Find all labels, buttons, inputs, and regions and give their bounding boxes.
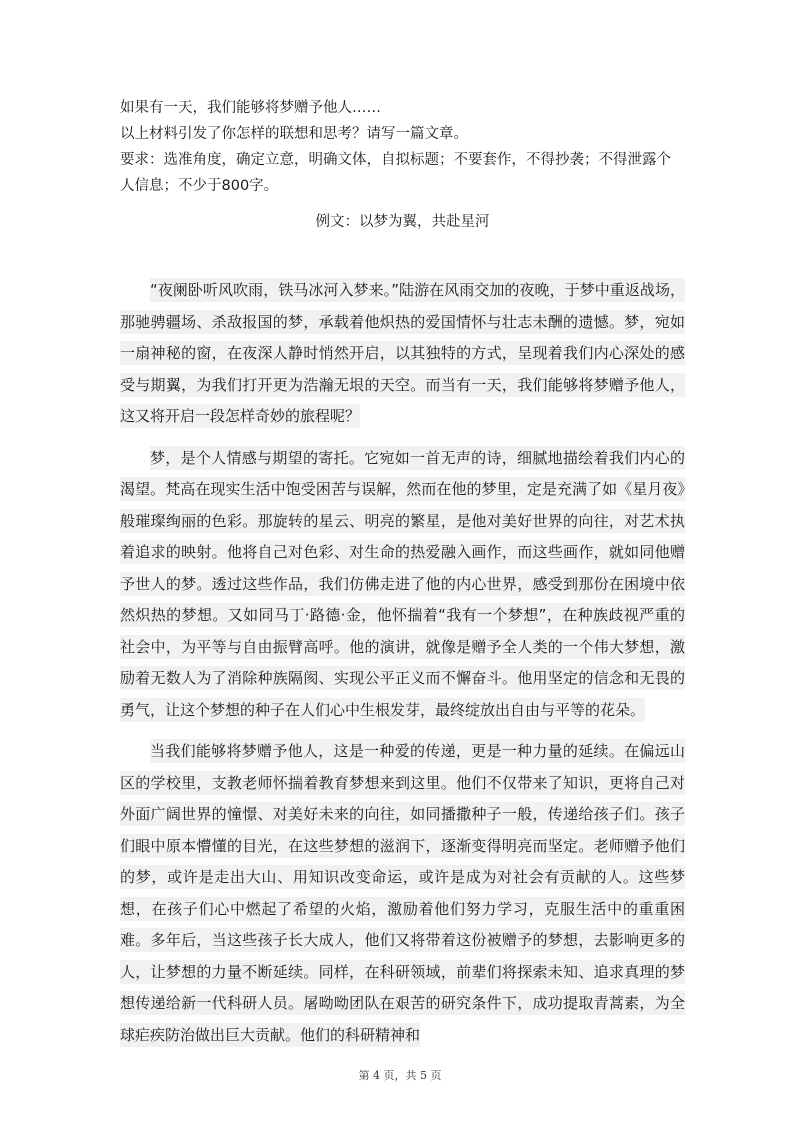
essay-paragraph-2 xyxy=(120,443,685,727)
essay-body xyxy=(120,275,685,1051)
essay-paragraph-1 xyxy=(120,275,685,433)
page-content xyxy=(120,95,685,1061)
essay-title-prefix: 例文： xyxy=(315,214,359,230)
page-footer: 第 4 页，共 5 页 xyxy=(358,1069,442,1082)
essay-title xyxy=(120,209,685,235)
prompt-requirements: 要求：选准角度，确定立意，明确文体，自拟标题；不要套作，不得抄袭；不得泄露个人信息；不少于800字。 xyxy=(120,152,671,194)
essay-paragraph-2-text: 梦，是个人情感与期望的寄托。它宛如一首无声的诗，细腻地描绘着我们内心的渴望。梵高在现实生活中饱受困苦与误解，然而在他的梦里，定是充满了如《星月夜》般璀璨绚丽的色彩。那旋转的星云、明亮的繁星，是他对美好世界的向往，对艺术执着追求的映射。他将自己对色彩、对生命的热爱融入画作，而这些画作，就如同他赠予世人的梦。透过这些作品，我们仿佛走进了他的内心世界，感受到那份在困境中依然炽热的梦想。又如同马丁·路德·金，他怀揣着“我有一个梦想”，在种族歧视严重的社会中，为平等与自由振臂高呼。他的演讲，就像是赠予全人类的一个伟大梦想，激励着无数人为了消除种族隔阂、实现公平正义而不懈奋斗。他用坚定的信念和无畏的勇气，让这个梦想的种子在人们心中生根发芽，最终绽放出自由与平等的花朵。 xyxy=(120,446,685,722)
essay-title-text: 以梦为翼，共赴星河 xyxy=(359,214,490,230)
essay-paragraph-1-text: “夜阑卧听风吹雨，铁马冰河入梦来。”陆游在风雨交加的夜晚，于梦中重返战场，那驰骋疆场、杀敌报国的梦，承载着他炽热的爱国情怀与壮志未酬的遗憾。梦，宛如一扇神秘的窗，在夜深人静时悄然开启，以其独特的方式，呈现着我们内心深处的感受与期翼，为我们打开更为浩瀚无垠的天空。而当有一天，我们能够将梦赠予他人，这又将开启一段怎样奇妙的旅程呢？ xyxy=(120,278,685,428)
prompt-line-2: 以上材料引发了你怎样的联想和思考？请写一篇文章。 xyxy=(120,126,468,142)
essay-paragraph-3-text: 当我们能够将梦赠予他人，这是一种爱的传递，更是一种力量的延续。在偏远山区的学校里，支教老师怀揣着教育梦想来到这里。他们不仅带来了知识，更将自己对外面广阔世界的憧憬、对美好未来的向往，如同播撒种子一般，传递给孩子们。孩子们眼中原本懵懂的目光，在这些梦想的滋润下，逐渐变得明亮而坚定。老师赠予他们的梦，或许是走出大山、用知识改变命运，或许是成为对社会有贡献的人。这些梦想，在孩子们心中燃起了希望的火焰，激励着他们努力学习，克服生活中的重重困难。多年后，当这些孩子长大成人，他们又将带着这份被赠予的梦想，去影响更多的人，让梦想的力量不断延续。同样，在科研领域，前辈们将探索未知、追求真理的梦想传递给新一代科研人员。屠呦呦团队在艰苦的研究条件下，成功提取青蒿素，为全球疟疾防治做出巨大贡献。他们的科研精神和 xyxy=(120,739,685,1047)
prompt-line-1: 如果有一天，我们能够将梦赠予他人…… xyxy=(120,100,381,116)
essay-paragraph-3 xyxy=(120,736,685,1051)
